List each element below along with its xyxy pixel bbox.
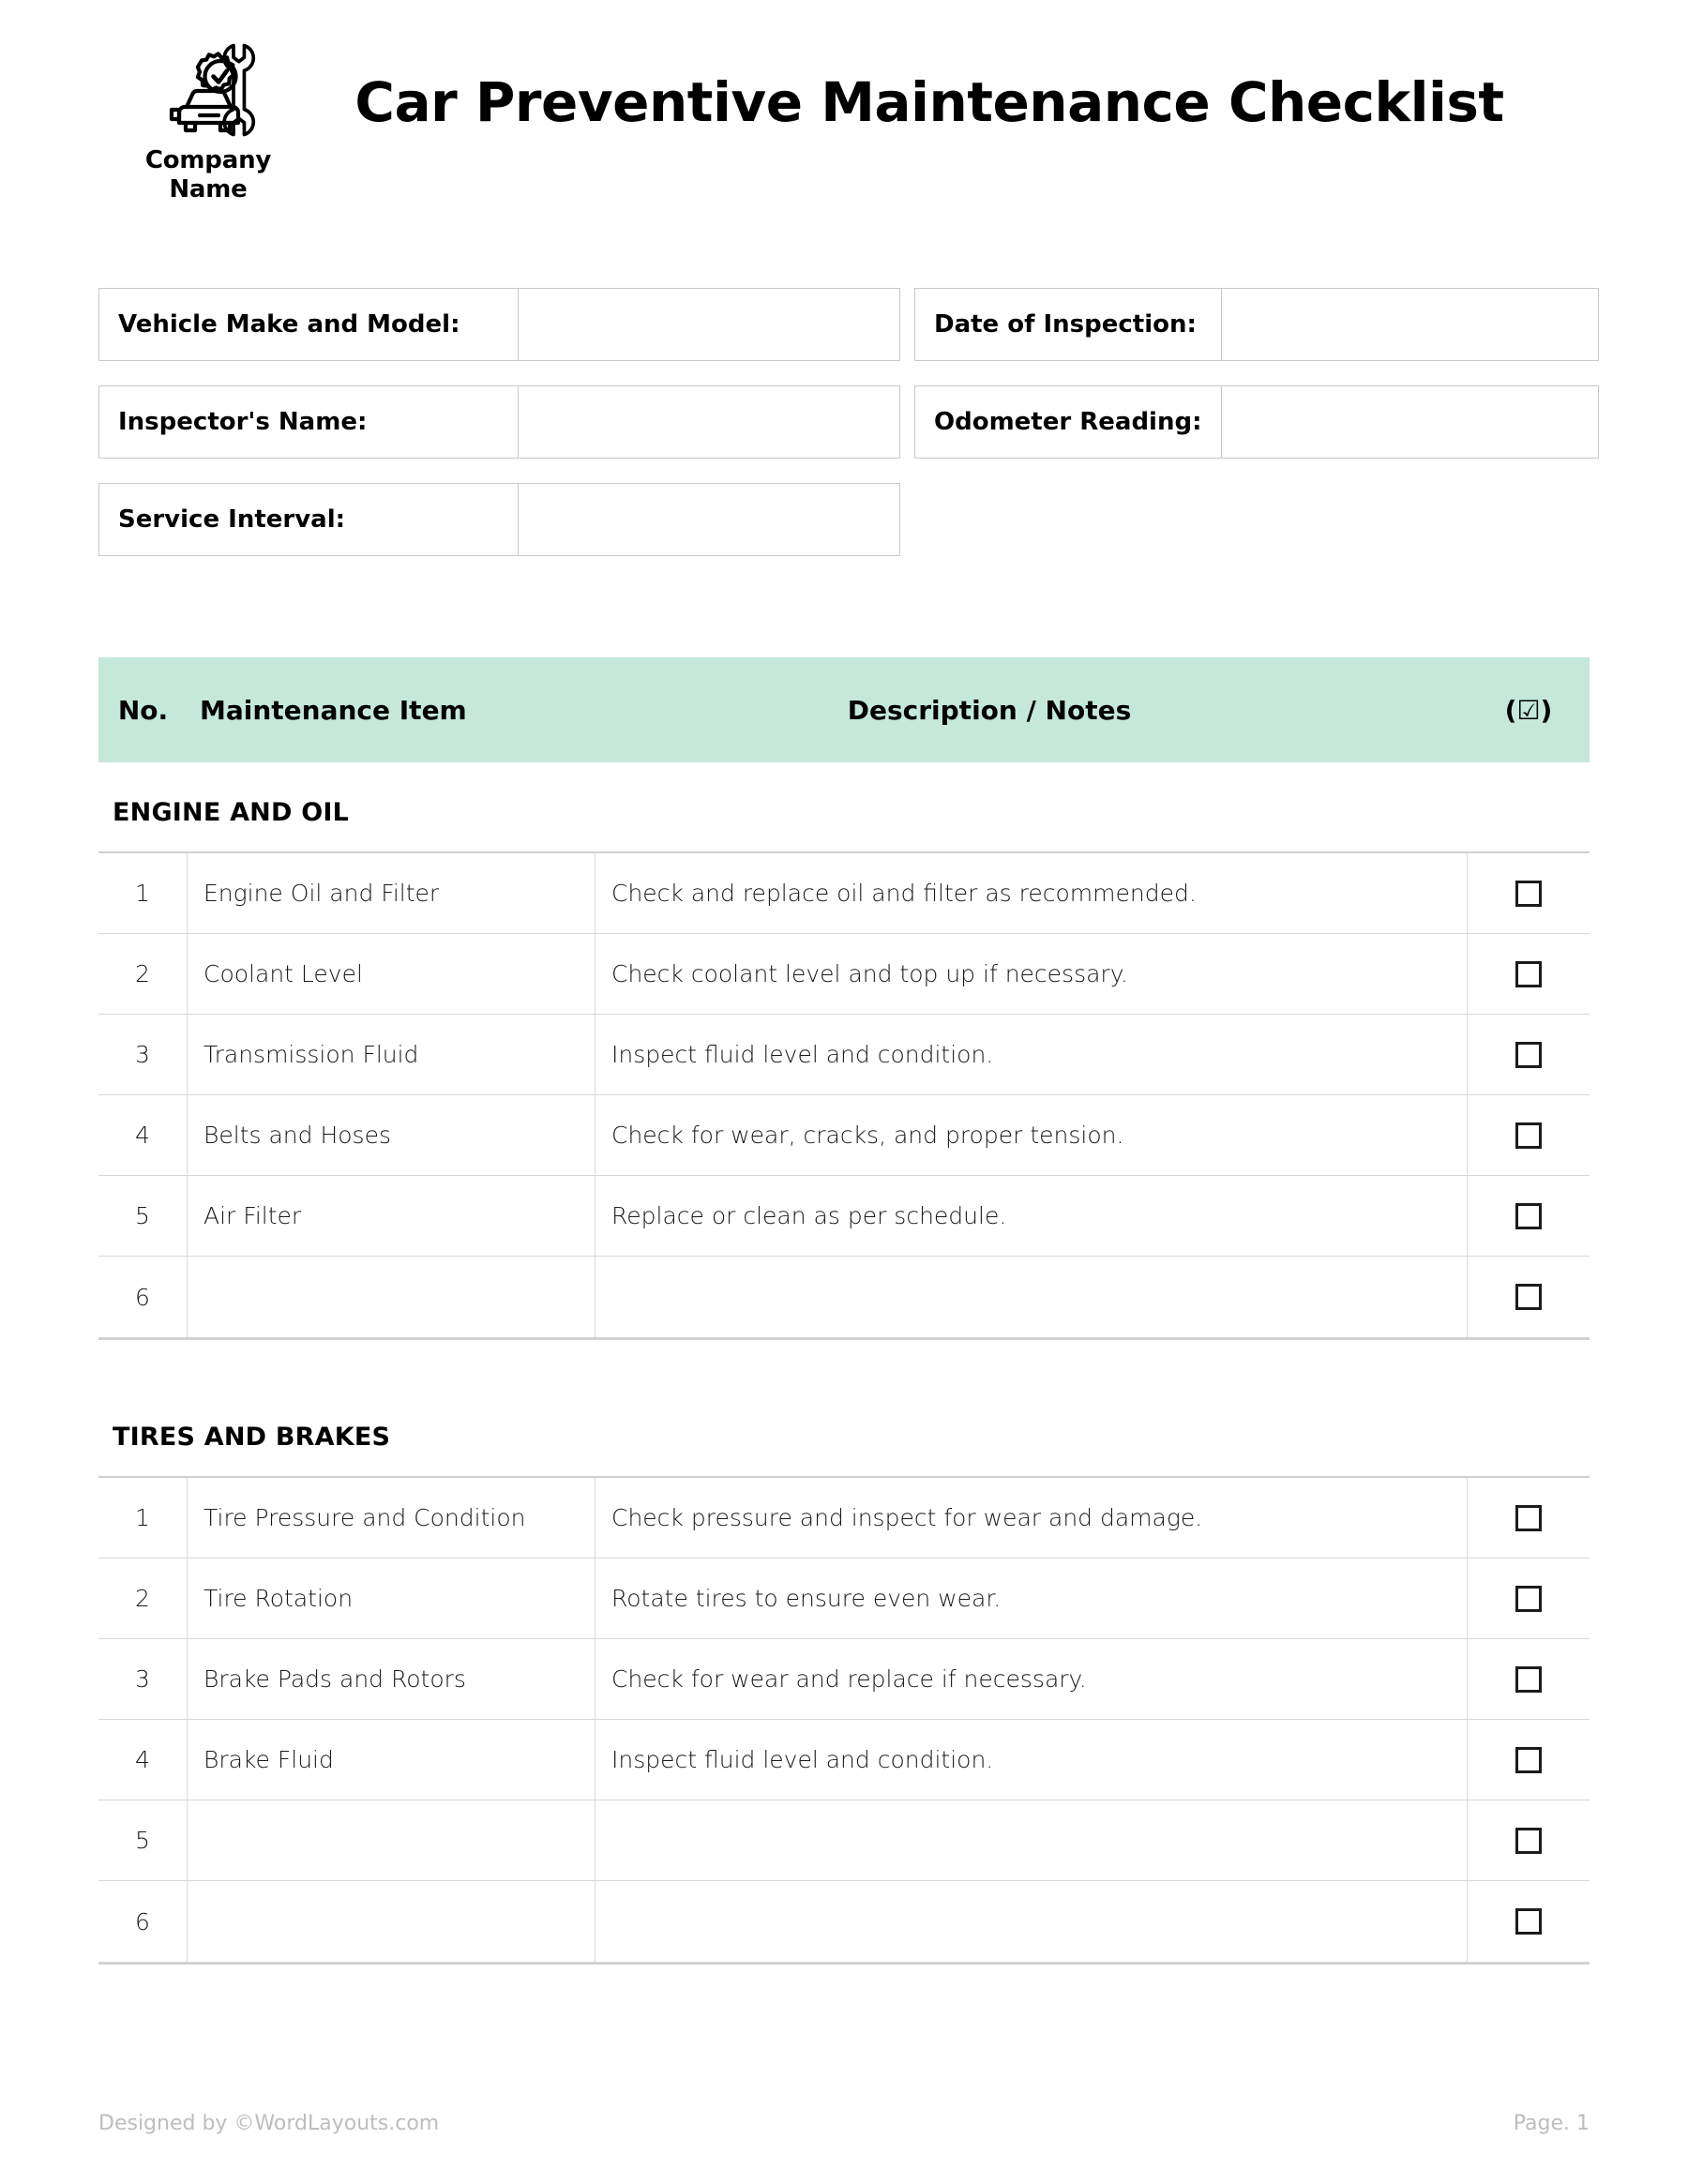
row-number: 1 xyxy=(98,1478,188,1558)
row-checkbox-cell xyxy=(1468,934,1590,1014)
section-spacer xyxy=(98,1340,1590,1387)
company-name xyxy=(145,146,271,203)
footer-credit: Designed by ©WordLayouts.com xyxy=(98,2112,440,2135)
table-row xyxy=(98,853,1590,934)
row-checkbox-cell xyxy=(1468,1015,1590,1094)
row-number: 4 xyxy=(98,1095,188,1175)
table-row xyxy=(98,1639,1590,1720)
table-row xyxy=(98,1176,1590,1257)
row-description: Replace or clean as per schedule. xyxy=(595,1176,1468,1256)
row-item: Tire Pressure and Condition xyxy=(188,1478,595,1558)
service-interval-input[interactable] xyxy=(519,483,900,556)
row-description xyxy=(595,1881,1468,1962)
odometer-reading-input[interactable] xyxy=(1222,385,1599,459)
row-item xyxy=(188,1881,595,1962)
row-checkbox-cell xyxy=(1468,1095,1590,1175)
section-rows xyxy=(98,1476,1590,1962)
section-title: ENGINE AND OIL xyxy=(113,798,349,828)
row-checkbox-cell xyxy=(1468,1478,1590,1558)
row-number: 3 xyxy=(98,1639,188,1719)
checkbox[interactable] xyxy=(1515,1586,1542,1612)
row-number: 5 xyxy=(98,1800,188,1880)
checklist-section-engine-and-oil xyxy=(98,762,1590,1340)
row-description: Inspect fluid level and condition. xyxy=(595,1015,1468,1094)
field-label: Service Interval: xyxy=(98,483,519,556)
checkbox[interactable] xyxy=(1515,881,1542,907)
form-row xyxy=(98,288,1590,361)
row-number: 5 xyxy=(98,1176,188,1256)
vehicle-info-form xyxy=(98,203,1590,556)
row-number: 6 xyxy=(98,1257,188,1337)
table-row xyxy=(98,1800,1590,1881)
checkbox[interactable] xyxy=(1515,1908,1542,1935)
row-item: Air Filter xyxy=(188,1176,595,1256)
row-description: Inspect fluid level and condition. xyxy=(595,1720,1468,1800)
field-label: Odometer Reading: xyxy=(914,385,1222,459)
row-item xyxy=(188,1257,595,1337)
table-row xyxy=(98,1720,1590,1800)
field-inspector-name xyxy=(98,385,900,459)
row-number: 3 xyxy=(98,1015,188,1094)
form-row xyxy=(98,385,1590,459)
column-header-no: No. xyxy=(117,694,169,726)
row-number: 2 xyxy=(98,1559,188,1638)
row-item: Tire Rotation xyxy=(188,1559,595,1638)
table-row xyxy=(98,1257,1590,1337)
row-number: 1 xyxy=(98,853,188,933)
row-checkbox-cell xyxy=(1468,1559,1590,1638)
form-row xyxy=(98,483,1590,556)
table-row xyxy=(98,1015,1590,1095)
table-row xyxy=(98,1095,1590,1176)
maintenance-checklist xyxy=(98,580,1590,1965)
row-item: Brake Fluid xyxy=(188,1720,595,1800)
document-header xyxy=(0,0,1688,203)
row-number: 6 xyxy=(98,1881,188,1962)
field-label: Date of Inspection: xyxy=(914,288,1222,361)
row-checkbox-cell xyxy=(1468,1800,1590,1880)
row-checkbox-cell xyxy=(1468,853,1590,933)
row-item: Transmission Fluid xyxy=(188,1015,595,1094)
field-label: Inspector's Name: xyxy=(98,385,519,459)
checklist-section-tires-and-brakes xyxy=(98,1387,1590,1965)
row-item xyxy=(188,1800,595,1880)
row-item: Belts and Hoses xyxy=(188,1095,595,1175)
row-description: Check for wear, cracks, and proper tension. xyxy=(595,1095,1468,1175)
field-odometer-reading xyxy=(914,385,1599,459)
checkbox[interactable] xyxy=(1515,1505,1542,1531)
column-header-description: Description / Notes xyxy=(847,694,1132,726)
table-bottom-border xyxy=(98,1962,1590,1965)
table-header-row xyxy=(98,657,1590,762)
checkbox[interactable] xyxy=(1515,1828,1542,1854)
checkbox[interactable] xyxy=(1515,1122,1542,1149)
row-number: 2 xyxy=(98,934,188,1014)
row-checkbox-cell xyxy=(1468,1176,1590,1256)
checkbox[interactable] xyxy=(1515,1284,1542,1310)
page-title: Car Preventive Maintenance Checklist xyxy=(354,70,1504,134)
row-checkbox-cell xyxy=(1468,1720,1590,1800)
row-checkbox-cell xyxy=(1468,1881,1590,1962)
row-number: 4 xyxy=(98,1720,188,1800)
row-description: Check pressure and inspect for wear and damage. xyxy=(595,1478,1468,1558)
vehicle-make-model-input[interactable] xyxy=(519,288,900,361)
company-name-line1: Company xyxy=(144,146,272,174)
checkbox[interactable] xyxy=(1515,961,1542,987)
row-item: Brake Pads and Rotors xyxy=(188,1639,595,1719)
row-description: Check for wear and replace if necessary. xyxy=(595,1639,1468,1719)
field-label: Vehicle Make and Model: xyxy=(98,288,519,361)
row-description xyxy=(595,1257,1468,1337)
row-checkbox-cell xyxy=(1468,1639,1590,1719)
company-logo xyxy=(105,32,311,203)
field-service-interval xyxy=(98,483,900,556)
checkbox[interactable] xyxy=(1515,1203,1542,1229)
column-header-item: Maintenance Item xyxy=(200,694,467,726)
section-title: TIRES AND BRAKES xyxy=(113,1423,391,1453)
row-description: Rotate tires to ensure even wear. xyxy=(595,1559,1468,1638)
row-description xyxy=(595,1800,1468,1880)
table-row xyxy=(98,1559,1590,1639)
page-footer xyxy=(98,2112,1590,2135)
column-header-check: (☑) xyxy=(1504,694,1553,726)
table-row xyxy=(98,1881,1590,1962)
checkbox[interactable] xyxy=(1515,1042,1542,1068)
row-checkbox-cell xyxy=(1468,1257,1590,1337)
checkbox[interactable] xyxy=(1515,1666,1542,1693)
field-vehicle-make-model xyxy=(98,288,900,361)
row-description: Check and replace oil and filter as recommended. xyxy=(595,853,1468,933)
title-container xyxy=(311,32,1688,173)
company-name-line2: Name xyxy=(169,174,248,203)
field-date-of-inspection xyxy=(914,288,1599,361)
date-of-inspection-input[interactable] xyxy=(1222,288,1599,361)
footer-page-number: Page. 1 xyxy=(1513,2112,1590,2135)
car-gear-wrench-icon xyxy=(148,32,268,143)
table-row xyxy=(98,1478,1590,1559)
row-item: Coolant Level xyxy=(188,934,595,1014)
row-item: Engine Oil and Filter xyxy=(188,853,595,933)
section-rows xyxy=(98,851,1590,1337)
row-description: Check coolant level and top up if necessary. xyxy=(595,934,1468,1014)
checkbox[interactable] xyxy=(1515,1747,1542,1773)
table-row xyxy=(98,934,1590,1015)
inspector-name-input[interactable] xyxy=(519,385,900,459)
